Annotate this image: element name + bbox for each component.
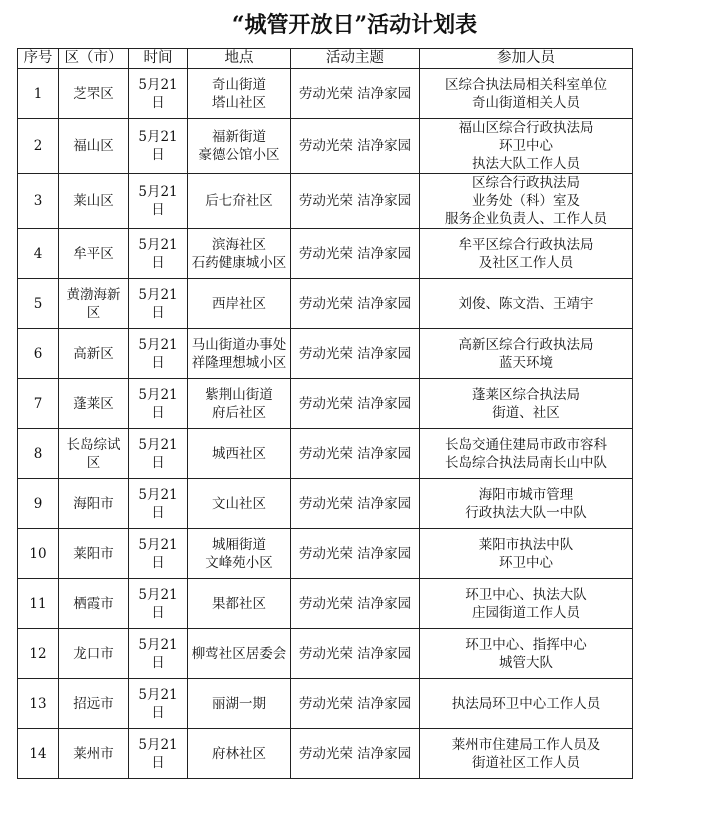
theme-cell: 劳动光荣 洁净家园 bbox=[291, 479, 420, 529]
time-cell: 5月21日 bbox=[129, 729, 188, 779]
time-cell: 5月21日 bbox=[129, 174, 188, 229]
table-row bbox=[18, 279, 633, 329]
table-row bbox=[18, 229, 633, 279]
location-cell-line: 紫荆山街道 bbox=[205, 386, 273, 403]
participants-cell-line: 区综合行政执法局 bbox=[472, 175, 580, 191]
theme-cell: 劳动光荣 洁净家园 bbox=[291, 379, 420, 429]
location-cell-line: 文峰苑小区 bbox=[205, 554, 273, 571]
header-time: 时间 bbox=[129, 49, 188, 69]
location-cell-line: 府林社区 bbox=[212, 745, 266, 762]
theme-cell: 劳动光荣 洁净家园 bbox=[291, 629, 420, 679]
district-cell: 黄渤海新区 bbox=[59, 279, 129, 329]
location-cell-line: 石药健康城小区 bbox=[191, 254, 287, 271]
district-cell: 牟平区 bbox=[59, 229, 129, 279]
district-cell: 龙口市 bbox=[59, 629, 129, 679]
serial-number-cell: 5 bbox=[18, 279, 59, 329]
location-cell-line: 奇山街道 bbox=[212, 76, 266, 93]
participants-cell-line: 莱阳市执法中队 bbox=[478, 536, 574, 553]
participants-cell bbox=[420, 629, 633, 679]
participants-cell-line: 长岛交通住建局市政市容科 bbox=[445, 436, 607, 453]
location-cell bbox=[188, 529, 291, 579]
participants-cell bbox=[420, 119, 633, 174]
time-cell: 5月21日 bbox=[129, 479, 188, 529]
participants-cell bbox=[420, 379, 633, 429]
time-cell: 5月21日 bbox=[129, 579, 188, 629]
district-cell: 栖霞市 bbox=[59, 579, 129, 629]
participants-cell-line: 环卫中心 bbox=[499, 138, 553, 154]
time-cell: 5月21日 bbox=[129, 379, 188, 429]
location-cell-line: 府后社区 bbox=[212, 404, 266, 421]
serial-number-cell: 1 bbox=[18, 69, 59, 119]
header-participants: 参加人员 bbox=[420, 49, 633, 69]
header-serial-number: 序号 bbox=[18, 49, 59, 69]
location-cell-line: 滨海社区 bbox=[212, 236, 266, 253]
time-cell: 5月21日 bbox=[129, 429, 188, 479]
time-cell: 5月21日 bbox=[129, 329, 188, 379]
page-title: “城管开放日”活动计划表 bbox=[231, 12, 478, 38]
participants-cell bbox=[420, 729, 633, 779]
header-district: 区（市） bbox=[59, 49, 129, 69]
participants-cell-line: 海阳市城市管理 bbox=[478, 486, 574, 503]
theme-cell: 劳动光荣 洁净家园 bbox=[291, 679, 420, 729]
header-location: 地点 bbox=[188, 49, 291, 69]
serial-number-cell: 13 bbox=[18, 679, 59, 729]
table-row bbox=[18, 479, 633, 529]
table-row bbox=[18, 174, 633, 229]
location-cell bbox=[188, 579, 291, 629]
participants-cell bbox=[420, 429, 633, 479]
table-header-row bbox=[18, 49, 633, 69]
time-cell: 5月21日 bbox=[129, 529, 188, 579]
participants-cell bbox=[420, 69, 633, 119]
district-cell: 莱州市 bbox=[59, 729, 129, 779]
district-cell: 莱阳市 bbox=[59, 529, 129, 579]
participants-cell-line: 高新区综合行政执法局 bbox=[458, 336, 594, 353]
location-cell bbox=[188, 229, 291, 279]
participants-cell bbox=[420, 174, 633, 229]
theme-cell: 劳动光荣 洁净家园 bbox=[291, 579, 420, 629]
participants-cell-line: 庄园街道工作人员 bbox=[472, 604, 580, 621]
district-cell: 招远市 bbox=[59, 679, 129, 729]
table-row bbox=[18, 629, 633, 679]
location-cell bbox=[188, 329, 291, 379]
serial-number-cell: 7 bbox=[18, 379, 59, 429]
serial-number-cell: 6 bbox=[18, 329, 59, 379]
theme-cell: 劳动光荣 洁净家园 bbox=[291, 729, 420, 779]
participants-cell-line: 城管大队 bbox=[499, 654, 553, 671]
location-cell-line: 丽湖一期 bbox=[212, 695, 266, 712]
table-row bbox=[18, 679, 633, 729]
location-cell bbox=[188, 119, 291, 174]
serial-number-cell: 3 bbox=[18, 174, 59, 229]
serial-number-cell: 2 bbox=[18, 119, 59, 174]
district-cell: 福山区 bbox=[59, 119, 129, 174]
table-row bbox=[18, 729, 633, 779]
theme-cell: 劳动光荣 洁净家园 bbox=[291, 119, 420, 174]
table-row bbox=[18, 119, 633, 174]
serial-number-cell: 4 bbox=[18, 229, 59, 279]
participants-cell bbox=[420, 529, 633, 579]
participants-cell bbox=[420, 579, 633, 629]
participants-cell-line: 街道、社区 bbox=[492, 404, 560, 421]
table-row bbox=[18, 429, 633, 479]
participants-cell bbox=[420, 329, 633, 379]
participants-cell bbox=[420, 229, 633, 279]
location-cell bbox=[188, 379, 291, 429]
theme-cell: 劳动光荣 洁净家园 bbox=[291, 229, 420, 279]
participants-cell-line: 环卫中心 bbox=[499, 554, 553, 571]
district-cell: 高新区 bbox=[59, 329, 129, 379]
participants-cell-line: 刘俊、陈文浩、王靖宇 bbox=[458, 295, 594, 312]
location-cell-line: 塔山社区 bbox=[212, 94, 266, 111]
participants-cell bbox=[420, 479, 633, 529]
location-cell bbox=[188, 479, 291, 529]
district-cell: 海阳市 bbox=[59, 479, 129, 529]
location-cell-line: 城厢街道 bbox=[212, 536, 266, 553]
location-cell-line: 城西社区 bbox=[212, 445, 266, 462]
theme-cell: 劳动光荣 洁净家园 bbox=[291, 174, 420, 229]
participants-cell-line: 行政执法大队一中队 bbox=[465, 504, 587, 521]
time-cell: 5月21日 bbox=[129, 629, 188, 679]
time-cell: 5月21日 bbox=[129, 279, 188, 329]
participants-cell-line: 牟平区综合行政执法局 bbox=[458, 236, 594, 253]
participants-cell-line: 蓝天环境 bbox=[499, 354, 553, 371]
location-cell-line: 西岸社区 bbox=[212, 295, 266, 312]
participants-cell-line: 环卫中心、指挥中心 bbox=[465, 636, 587, 653]
location-cell bbox=[188, 174, 291, 229]
location-cell bbox=[188, 69, 291, 119]
location-cell-line: 豪德公馆小区 bbox=[198, 147, 280, 163]
table-row bbox=[18, 69, 633, 119]
time-cell: 5月21日 bbox=[129, 229, 188, 279]
time-cell: 5月21日 bbox=[129, 69, 188, 119]
participants-cell-line: 执法大队工作人员 bbox=[472, 156, 580, 172]
district-cell: 长岛综试区 bbox=[59, 429, 129, 479]
location-cell-line: 文山社区 bbox=[212, 495, 266, 512]
theme-cell: 劳动光荣 洁净家园 bbox=[291, 529, 420, 579]
participants-cell-line: 执法局环卫中心工作人员 bbox=[451, 695, 601, 712]
serial-number-cell: 9 bbox=[18, 479, 59, 529]
district-cell: 芝罘区 bbox=[59, 69, 129, 119]
participants-cell-line: 奇山街道相关人员 bbox=[472, 94, 580, 111]
participants-cell-line: 福山区综合行政执法局 bbox=[458, 120, 594, 136]
participants-cell-line: 莱州市住建局工作人员及 bbox=[451, 736, 601, 753]
table-row bbox=[18, 529, 633, 579]
participants-cell-line: 业务处（科）室及 bbox=[472, 193, 580, 209]
location-cell-line: 马山街道办事处 bbox=[191, 336, 287, 353]
serial-number-cell: 14 bbox=[18, 729, 59, 779]
location-cell bbox=[188, 729, 291, 779]
serial-number-cell: 12 bbox=[18, 629, 59, 679]
location-cell-line: 福新街道 bbox=[212, 129, 266, 145]
location-cell bbox=[188, 279, 291, 329]
location-cell bbox=[188, 429, 291, 479]
theme-cell: 劳动光荣 洁净家园 bbox=[291, 429, 420, 479]
time-cell: 5月21日 bbox=[129, 679, 188, 729]
theme-cell: 劳动光荣 洁净家园 bbox=[291, 279, 420, 329]
participants-cell-line: 环卫中心、执法大队 bbox=[465, 586, 587, 603]
location-cell bbox=[188, 679, 291, 729]
theme-cell: 劳动光荣 洁净家园 bbox=[291, 69, 420, 119]
table-row bbox=[18, 379, 633, 429]
district-cell: 蓬莱区 bbox=[59, 379, 129, 429]
district-cell: 莱山区 bbox=[59, 174, 129, 229]
serial-number-cell: 11 bbox=[18, 579, 59, 629]
participants-cell-line: 区综合执法局相关科室单位 bbox=[445, 76, 607, 93]
header-theme: 活动主题 bbox=[291, 49, 420, 69]
participants-cell-line: 街道社区工作人员 bbox=[472, 754, 580, 771]
location-cell-line: 祥隆理想城小区 bbox=[191, 354, 287, 371]
serial-number-cell: 8 bbox=[18, 429, 59, 479]
activity-plan-table bbox=[17, 48, 633, 779]
location-cell-line: 后七夼社区 bbox=[205, 193, 273, 209]
time-cell: 5月21日 bbox=[129, 119, 188, 174]
participants-cell-line: 蓬莱区综合执法局 bbox=[472, 386, 580, 403]
participants-cell bbox=[420, 679, 633, 729]
location-cell-line: 柳莺社区居委会 bbox=[191, 645, 287, 662]
location-cell-line: 果都社区 bbox=[212, 595, 266, 612]
theme-cell: 劳动光荣 洁净家园 bbox=[291, 329, 420, 379]
participants-cell-line: 长岛综合执法局南长山中队 bbox=[445, 454, 607, 471]
serial-number-cell: 10 bbox=[18, 529, 59, 579]
participants-cell-line: 服务企业负责人、工作人员 bbox=[445, 211, 607, 227]
participants-cell-line: 及社区工作人员 bbox=[478, 254, 574, 271]
location-cell bbox=[188, 629, 291, 679]
table-row bbox=[18, 329, 633, 379]
table-row bbox=[18, 579, 633, 629]
participants-cell bbox=[420, 279, 633, 329]
